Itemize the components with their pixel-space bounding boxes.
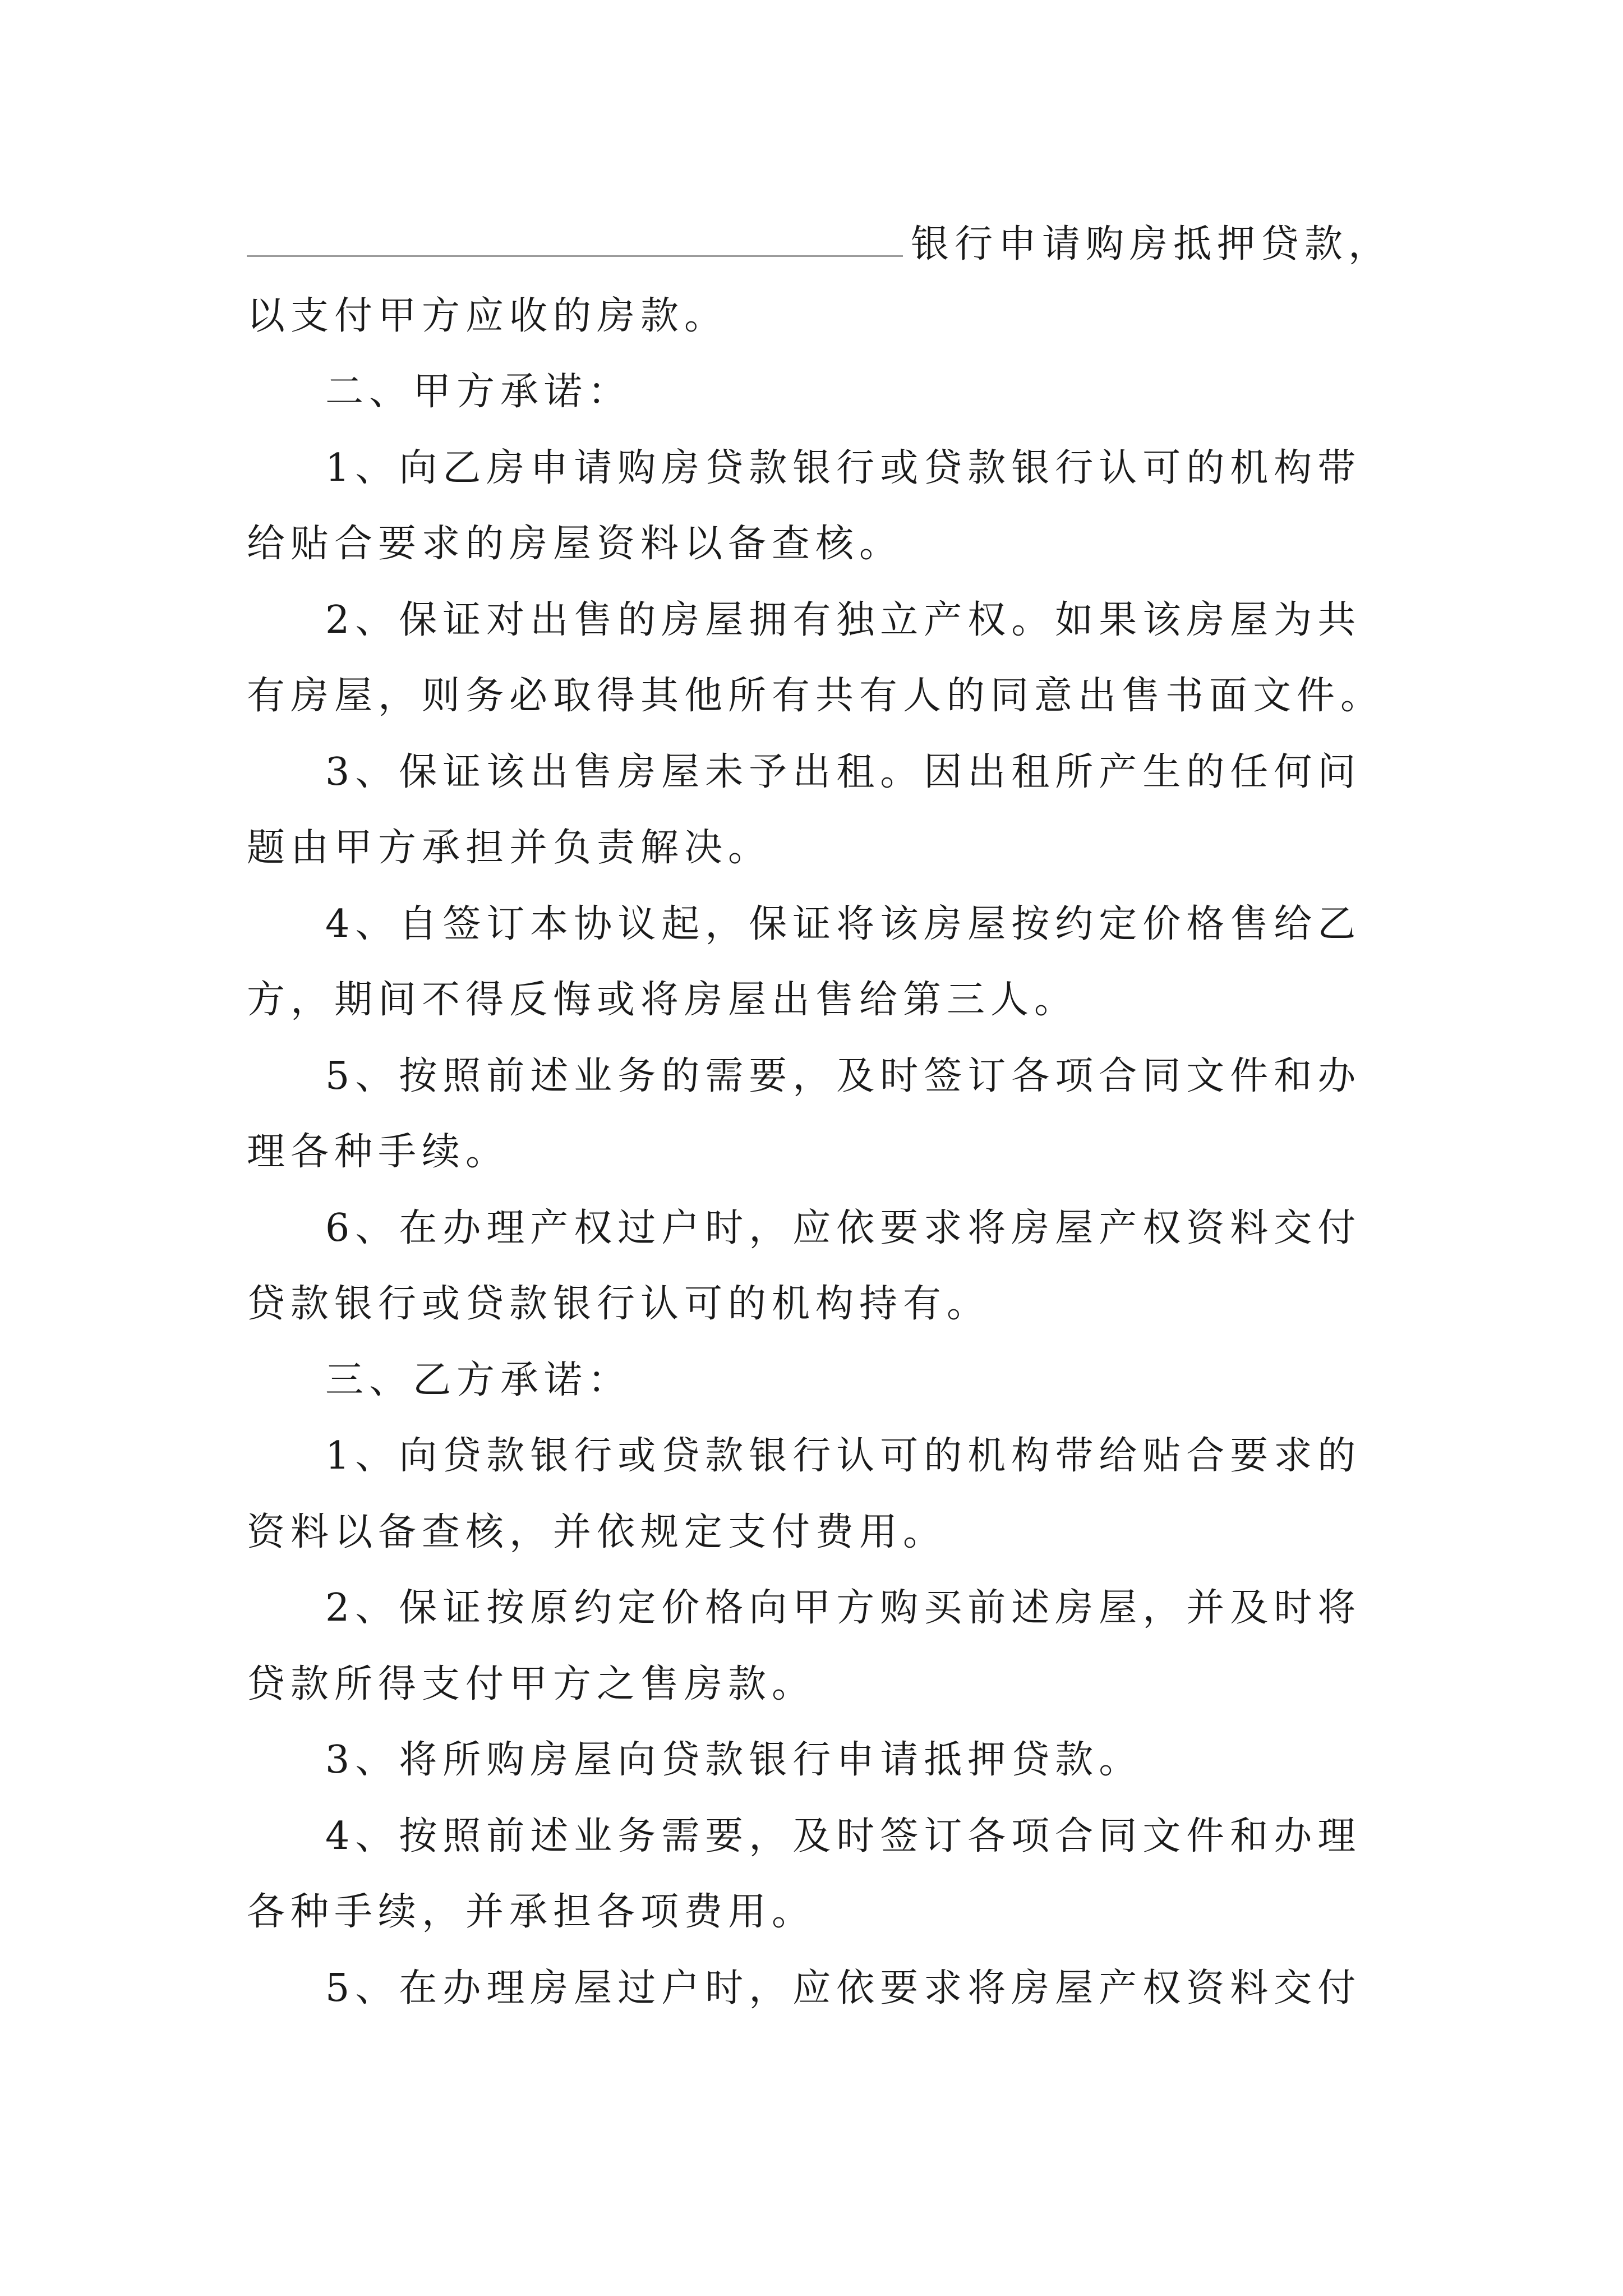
clause-line: 5、在办理房屋过户时，应依要求将房屋产权资料交付 — [325, 1966, 1362, 2010]
clause-line: 4、自签订本协议起，保证将该房屋按约定价格售给乙 — [325, 902, 1362, 946]
text-line — [247, 216, 1393, 266]
text-line: 贷款所得支付甲方之售房款。 — [247, 1662, 816, 1706]
fill-in-blank[interactable] — [247, 216, 903, 257]
section-heading: 二、甲方承诺： — [325, 370, 632, 414]
clause-line: 6、在办理产权过户时，应依要求将房屋产权资料交付 — [325, 1206, 1362, 1250]
text-line: 各种手续，并承担各项费用。 — [247, 1890, 816, 1934]
clause-line: 4、按照前述业务需要，及时签订各项合同文件和办理 — [325, 1814, 1362, 1858]
clause-line: 3、将所购房屋向贷款银行申请抵押贷款。 — [325, 1738, 1143, 1782]
text-line: 方，期间不得反悔或将房屋出售给第三人。 — [247, 978, 1078, 1022]
clause-line: 3、保证该出售房屋未予出租。因出租所产生的任何问 — [325, 750, 1362, 794]
text-line: 给贴合要求的房屋资料以备查核。 — [247, 522, 903, 566]
clause-line: 2、保证按原约定价格向甲方购买前述房屋，并及时将 — [325, 1586, 1362, 1630]
section-heading: 三、乙方承诺： — [325, 1358, 632, 1402]
text-line: 题由甲方承担并负责解决。 — [247, 826, 772, 870]
text-line: 理各种手续。 — [247, 1130, 510, 1174]
clause-line: 2、保证对出售的房屋拥有独立产权。如果该房屋为共 — [325, 598, 1362, 642]
line-text: 银行申请购房抵押贷款， — [911, 222, 1393, 266]
text-line: 资料以备查核，并依规定支付费用。 — [247, 1510, 947, 1554]
text-line: 贷款银行或贷款银行认可的机构持有。 — [247, 1282, 991, 1326]
clause-line: 1、向乙房申请购房贷款银行或贷款银行认可的机构带 — [325, 446, 1362, 490]
clause-line: 1、向贷款银行或贷款银行认可的机构带给贴合要求的 — [325, 1434, 1362, 1478]
text-line: 有房屋，则务必取得其他所有共有人的同意出售书面文件。 — [247, 674, 1385, 718]
clause-line: 5、按照前述业务的需要，及时签订各项合同文件和办 — [325, 1054, 1362, 1098]
text-line: 以支付甲方应收的房款。 — [247, 294, 728, 338]
